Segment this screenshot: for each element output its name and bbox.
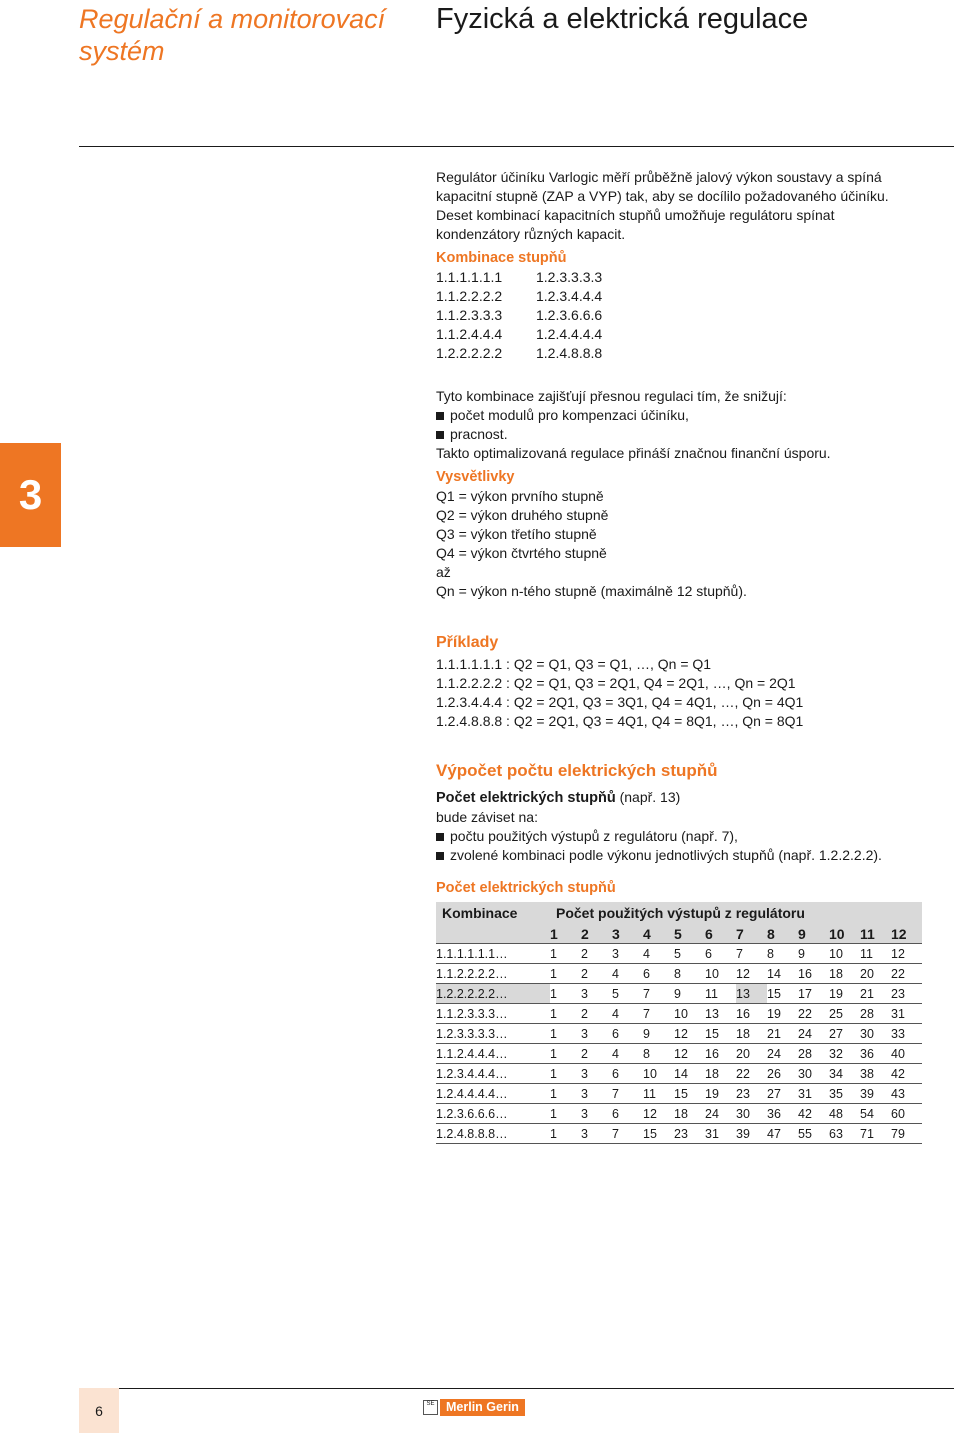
combination-cell: 1.2.3.6.6.6… (436, 1104, 550, 1124)
stage-count-cell: 7 (612, 1124, 643, 1144)
stage-count-cell: 23 (891, 984, 922, 1004)
stage-count-cell: 1 (550, 944, 581, 964)
calc-block (436, 760, 956, 865)
section-title: Regulační a monitorovací systém (79, 4, 386, 66)
combination-row (436, 306, 956, 325)
stage-count-cell: 2 (581, 964, 612, 984)
example-row: 1.2.3.4.4.4 : Q2 = 2Q1, Q3 = 3Q1, Q4 = 4Q1, …, Qn = 4Q1 (436, 694, 804, 710)
stage-count-cell: 3 (581, 1084, 612, 1104)
stage-count-cell: 47 (767, 1124, 798, 1144)
stage-count-cell: 23 (674, 1124, 705, 1144)
combination-value: 1.1.2.2.2.2 (436, 288, 503, 304)
combination-cell: 1.1.1.1.1.1… (436, 944, 550, 964)
stage-count-cell: 55 (798, 1124, 829, 1144)
stage-count-cell: 20 (736, 1044, 767, 1064)
stage-count-cell: 1 (550, 984, 581, 1004)
stage-count-cell: 12 (674, 1024, 705, 1044)
stage-count-cell: 10 (643, 1064, 674, 1084)
legend-item: až (436, 564, 451, 580)
combination-value: 1.2.3.3.3.3 (536, 269, 603, 285)
stage-count-cell: 18 (705, 1064, 736, 1084)
combination-cell: 1.1.2.3.3.3… (436, 1004, 550, 1024)
combinations-heading: Kombinace stupňů (436, 250, 567, 266)
legend-item: Q3 = výkon třetího stupně (436, 526, 597, 542)
stage-count-cell: 1 (550, 1024, 581, 1044)
table-header-cell: 10 (829, 924, 860, 944)
stage-count-cell: 15 (643, 1124, 674, 1144)
stage-count-cell: 48 (829, 1104, 860, 1124)
table-header-combination: Kombinace (436, 902, 550, 924)
footer-divider (79, 1388, 954, 1389)
stage-count-cell: 11 (643, 1084, 674, 1104)
stage-count-cell: 19 (705, 1084, 736, 1104)
stage-count-cell: 4 (612, 1044, 643, 1064)
bullet-item: počet modulů pro kompenzaci účiníku, (436, 406, 956, 425)
stage-count-cell: 28 (798, 1044, 829, 1064)
stage-count-cell: 42 (798, 1104, 829, 1124)
stage-count-cell: 39 (860, 1084, 891, 1104)
stage-count-cell: 2 (581, 944, 612, 964)
stage-count-cell: 60 (891, 1104, 922, 1124)
stages-table (436, 902, 922, 1144)
stage-count-cell: 1 (550, 1004, 581, 1024)
table-header-cell: 7 (736, 924, 767, 944)
stage-count-cell: 38 (860, 1064, 891, 1084)
combination-value: 1.2.4.4.4.4 (536, 326, 603, 342)
stage-count-cell: 8 (674, 964, 705, 984)
stage-count-cell: 22 (891, 964, 922, 984)
table-header-blank (436, 924, 550, 944)
stage-count-cell: 30 (860, 1024, 891, 1044)
stage-count-cell: 21 (767, 1024, 798, 1044)
table-row (436, 964, 922, 984)
stage-count-cell: 12 (736, 964, 767, 984)
combination-value: 1.1.2.4.4.4 (436, 326, 503, 342)
stage-count-cell: 1 (550, 1124, 581, 1144)
calc-title: Výpočet počtu elektrických stupňů (436, 761, 718, 780)
example-row: 1.1.1.1.1.1 : Q2 = Q1, Q3 = Q1, …, Qn = Q1 (436, 656, 712, 672)
stage-count-cell: 15 (705, 1024, 736, 1044)
table-row (436, 984, 922, 1004)
intro-line: kapacitní stupně (ZAP a VYP) tak, aby se docílilo požadovaného účiníku. (436, 188, 889, 204)
stage-count-cell: 19 (767, 1004, 798, 1024)
combination-value: 1.2.2.2.2.2 (436, 345, 503, 361)
table-header-cell: 4 (643, 924, 674, 944)
bullet-item: zvolené kombinaci podle výkonu jednotlivých stupňů (např. 1.2.2.2.2). (436, 846, 956, 865)
calc-text: (např. 13) (615, 789, 681, 805)
stage-count-cell: 25 (829, 1004, 860, 1024)
stage-count-cell: 7 (612, 1084, 643, 1104)
example-row: 1.1.2.2.2.2 : Q2 = Q1, Q3 = 2Q1, Q4 = 2Q1, …, Qn = 2Q1 (436, 675, 796, 691)
stage-count-cell: 31 (798, 1084, 829, 1104)
brand-logo (423, 1399, 525, 1416)
combination-cell: 1.2.4.4.4.4… (436, 1084, 550, 1104)
stage-count-cell: 22 (736, 1064, 767, 1084)
stage-count-cell: 24 (767, 1044, 798, 1064)
stage-count-cell: 33 (891, 1024, 922, 1044)
stage-count-cell: 14 (674, 1064, 705, 1084)
stage-count-cell: 8 (643, 1044, 674, 1064)
table-header-cell: 12 (891, 924, 922, 944)
legend-item: Q2 = výkon druhého stupně (436, 507, 609, 523)
combination-value: 1.2.3.4.4.4 (536, 288, 603, 304)
stage-count-cell: 13 (705, 1004, 736, 1024)
stage-count-cell: 35 (829, 1084, 860, 1104)
chapter-tab: 3 (0, 443, 61, 547)
legend-item: Q4 = výkon čtvrtého stupně (436, 545, 607, 561)
stage-count-cell: 34 (829, 1064, 860, 1084)
table-body (436, 944, 922, 1144)
stage-count-cell: 1 (550, 1084, 581, 1104)
benefits-intro: Tyto kombinace zajišťují přesnou regulaci tím, že snižují: (436, 388, 787, 404)
stage-count-cell: 23 (736, 1084, 767, 1104)
stage-count-cell: 5 (612, 984, 643, 1004)
combinations-block (436, 249, 956, 363)
stage-count-cell: 11 (705, 984, 736, 1004)
stage-count-cell: 9 (798, 944, 829, 964)
header-divider (79, 146, 954, 147)
table-block (436, 879, 922, 1144)
calc-line: bude záviset na: (436, 809, 538, 825)
stage-count-cell: 14 (767, 964, 798, 984)
stage-count-cell: 3 (581, 1104, 612, 1124)
combination-cell: 1.2.3.4.4.4… (436, 1064, 550, 1084)
stage-count-cell: 39 (736, 1124, 767, 1144)
stage-count-cell: 1 (550, 964, 581, 984)
calc-line (436, 788, 956, 808)
stage-count-cell: 12 (674, 1044, 705, 1064)
stage-count-cell: 11 (860, 944, 891, 964)
combination-value: 1.2.3.6.6.6 (536, 307, 603, 323)
stage-count-cell: 18 (829, 964, 860, 984)
stage-count-cell: 1 (550, 1044, 581, 1064)
stage-count-cell: 24 (705, 1104, 736, 1124)
stage-count-cell: 4 (612, 964, 643, 984)
stage-count-cell: 63 (829, 1124, 860, 1144)
table-heading: Počet elektrických stupňů (436, 880, 616, 896)
examples-heading: Příklady (436, 634, 499, 651)
stage-count-cell: 10 (829, 944, 860, 964)
stage-count-cell: 6 (612, 1104, 643, 1124)
stage-count-cell: 31 (891, 1004, 922, 1024)
stage-count-cell: 2 (581, 1004, 612, 1024)
legend-block (436, 468, 956, 601)
table-header-cell: 6 (705, 924, 736, 944)
schneider-mark-icon: SE (423, 1400, 438, 1415)
combination-cell: 1.1.2.4.4.4… (436, 1044, 550, 1064)
stage-count-cell: 24 (798, 1024, 829, 1044)
bullet-item: pracnost. (436, 425, 956, 444)
stage-count-cell: 42 (891, 1064, 922, 1084)
stage-count-cell: 3 (581, 1124, 612, 1144)
stage-count-cell: 12 (643, 1104, 674, 1124)
table-row (436, 1084, 922, 1104)
stage-count-cell: 15 (674, 1084, 705, 1104)
table-header-cell: 8 (767, 924, 798, 944)
combination-cell: 1.1.2.2.2.2… (436, 964, 550, 984)
table-header-cell: 9 (798, 924, 829, 944)
stage-count-cell: 30 (798, 1064, 829, 1084)
benefits-outro: Takto optimalizovaná regulace přináší značnou finanční úsporu. (436, 445, 831, 461)
stage-count-cell: 6 (643, 964, 674, 984)
combination-row (436, 344, 956, 363)
table-header-cell: 5 (674, 924, 705, 944)
stage-count-cell: 18 (674, 1104, 705, 1124)
example-row: 1.2.4.8.8.8 : Q2 = 2Q1, Q3 = 4Q1, Q4 = 8Q1, …, Qn = 8Q1 (436, 713, 804, 729)
stage-count-cell: 6 (612, 1024, 643, 1044)
table-row (436, 1104, 922, 1124)
stage-count-cell: 6 (612, 1064, 643, 1084)
page-number: 6 (79, 1388, 119, 1433)
table-header-row (436, 902, 922, 924)
stage-count-cell: 10 (674, 1004, 705, 1024)
stage-count-cell: 1 (550, 1104, 581, 1124)
table-row (436, 1004, 922, 1024)
stage-count-cell: 16 (798, 964, 829, 984)
stage-count-cell: 6 (705, 944, 736, 964)
stage-count-cell: 7 (643, 984, 674, 1004)
combination-cell: 1.2.3.3.3.3… (436, 1024, 550, 1044)
stage-count-cell: 54 (860, 1104, 891, 1124)
stage-count-cell: 32 (829, 1044, 860, 1064)
stage-count-cell: 36 (767, 1104, 798, 1124)
stage-count-cell: 79 (891, 1124, 922, 1144)
stage-count-cell: 40 (891, 1044, 922, 1064)
intro-line: kondenzátory různých kapacit. (436, 226, 626, 242)
combination-row (436, 325, 956, 344)
bullet-item: počtu použitých výstupů z regulátoru (např. 7), (436, 827, 956, 846)
stage-count-cell: 12 (891, 944, 922, 964)
table-header-cell: 2 (581, 924, 612, 944)
stage-count-cell: 27 (767, 1084, 798, 1104)
combination-value: 1.1.2.3.3.3 (436, 307, 503, 323)
stage-count-cell: 26 (767, 1064, 798, 1084)
stage-count-cell: 22 (798, 1004, 829, 1024)
stage-count-cell: 43 (891, 1084, 922, 1104)
table-header-cell: 11 (860, 924, 891, 944)
stage-count-cell: 3 (581, 1064, 612, 1084)
table-header-cell: 1 (550, 924, 581, 944)
stage-count-cell: 36 (860, 1044, 891, 1064)
table-header-outputs: Počet použitých výstupů z regulátoru (550, 902, 922, 924)
table-row (436, 1024, 922, 1044)
table-row (436, 1044, 922, 1064)
table-row (436, 1124, 922, 1144)
stage-count-cell: 8 (767, 944, 798, 964)
stage-count-cell: 20 (860, 964, 891, 984)
benefits-block (436, 387, 956, 463)
calc-bold-text: Počet elektrických stupňů (436, 790, 616, 806)
table-row (436, 1064, 922, 1084)
intro-line: Regulátor účiníku Varlogic měří průběžně jalový výkon soustavy a spíná (436, 169, 882, 185)
stage-count-cell: 4 (643, 944, 674, 964)
legend-heading: Vysvětlivky (436, 469, 515, 485)
stage-count-cell: 5 (674, 944, 705, 964)
stage-count-cell: 4 (612, 1004, 643, 1024)
stage-count-cell: 27 (829, 1024, 860, 1044)
stage-count-cell: 31 (705, 1124, 736, 1144)
stage-count-cell: 21 (860, 984, 891, 1004)
stage-count-cell: 15 (767, 984, 798, 1004)
stage-count-cell: 2 (581, 1044, 612, 1064)
stage-count-cell: 9 (643, 1024, 674, 1044)
table-header-row (436, 924, 922, 944)
combination-row (436, 287, 956, 306)
combination-cell: 1.2.4.8.8.8… (436, 1124, 550, 1144)
stage-count-cell: 71 (860, 1124, 891, 1144)
stage-count-cell: 16 (705, 1044, 736, 1064)
stage-count-cell: 17 (798, 984, 829, 1004)
stage-count-cell: 7 (643, 1004, 674, 1024)
stage-count-cell: 28 (860, 1004, 891, 1024)
legend-item: Q1 = výkon prvního stupně (436, 488, 604, 504)
table-header-cell: 3 (612, 924, 643, 944)
table-row (436, 944, 922, 964)
stage-count-cell: 3 (612, 944, 643, 964)
combination-value: 1.1.1.1.1.1 (436, 269, 503, 285)
stage-count-cell: 1 (550, 1064, 581, 1084)
intro-line: Deset kombinací kapacitních stupňů umožňuje regulátoru spínat (436, 207, 835, 223)
legend-item: Qn = výkon n-tého stupně (maximálně 12 stupňů). (436, 583, 747, 599)
intro-paragraph (436, 168, 956, 244)
stage-count-cell: 10 (705, 964, 736, 984)
page-title: Fyzická a elektrická regulace (436, 3, 809, 35)
combination-row (436, 268, 956, 287)
stage-count-cell: 13 (736, 984, 767, 1004)
stage-count-cell: 9 (674, 984, 705, 1004)
combination-cell: 1.2.2.2.2.2… (436, 984, 550, 1004)
stage-count-cell: 3 (581, 984, 612, 1004)
stage-count-cell: 16 (736, 1004, 767, 1024)
examples-block (436, 632, 956, 731)
brand-name: Merlin Gerin (440, 1399, 525, 1416)
stage-count-cell: 3 (581, 1024, 612, 1044)
combination-value: 1.2.4.8.8.8 (536, 345, 603, 361)
stage-count-cell: 30 (736, 1104, 767, 1124)
stage-count-cell: 18 (736, 1024, 767, 1044)
stage-count-cell: 7 (736, 944, 767, 964)
stage-count-cell: 19 (829, 984, 860, 1004)
